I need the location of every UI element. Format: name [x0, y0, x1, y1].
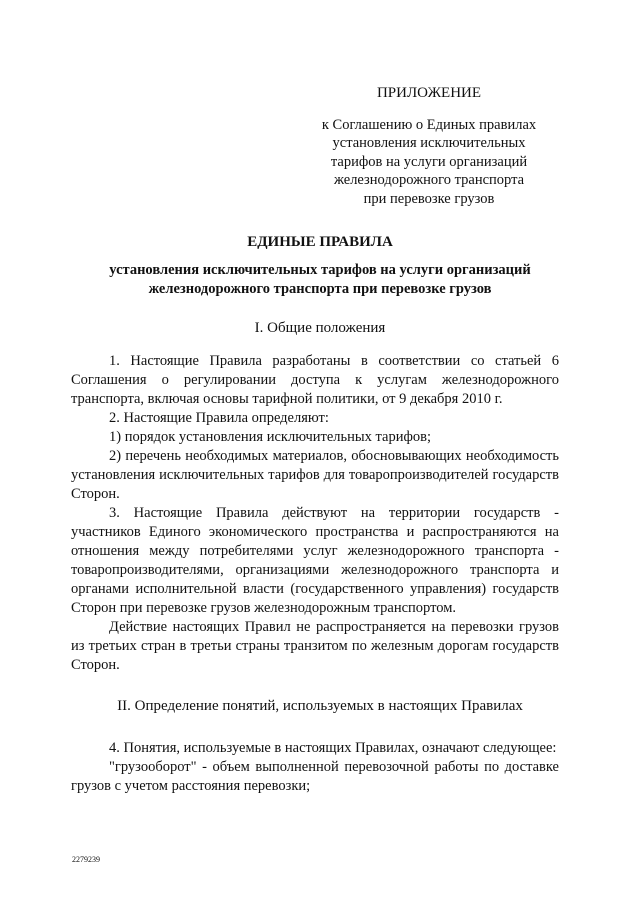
section-2-heading: II. Определение понятий, используемых в настоящих Правилах: [117, 698, 523, 714]
appendix-block: [312, 84, 546, 208]
appendix-line: тарифов на услуги организаций: [330, 153, 528, 170]
document-subtitle: установления исключительных тарифов на услуги организаций железнодорожного транспорта при перевозке грузов: [109, 262, 531, 297]
paragraph: 2. Настоящие Правила определяют:: [109, 410, 329, 426]
appendix-line: железнодорожного транспорта: [333, 172, 525, 188]
paragraph: 1. Настоящие Правила разработаны в соответствии со статьей 6 Соглашения о регулировании доступа к услугам железнодорожного транспорта, включая основы тарифной политики, от 9 декабря 2010 г.: [71, 353, 559, 407]
section-1-heading: I. Общие положения: [254, 320, 386, 336]
paragraph: 3. Настоящие Правила действуют на территории государств - участников Единого экономического пространства и распространяются на отношения между потребителями услуг железнодорожного транспорта - товаропроизводителями, организациями железнодорожного транспорта и органами исполнительной власти (государственного управления) государств Сторон при перевозке грузов железнодорожным транспортом.: [71, 505, 559, 616]
appendix-line: установления исключительных: [332, 135, 526, 151]
appendix-line: к Соглашению о Единых правилах: [321, 116, 537, 133]
document-code: 2279239: [72, 855, 100, 864]
paragraph: Действие настоящих Правил не распространяется на перевозки грузов из третьих стран в третьи страны транзитом по железным дорогам государств Сторон.: [71, 619, 559, 673]
appendix-line: при перевозке грузов: [363, 190, 495, 207]
appendix-heading: ПРИЛОЖЕНИЕ: [376, 85, 482, 101]
paragraph: 2) перечень необходимых материалов, обосновывающих необходимость установления исключительных тарифов для товаропроизводителей государств Сторон.: [71, 448, 559, 502]
document-title: ЕДИНЫЕ ПРАВИЛА: [247, 234, 393, 250]
paragraph: 1) порядок установления исключительных тарифов;: [109, 429, 432, 445]
section-1-body: [71, 352, 559, 675]
paragraph: "грузооборот" - объем выполненной перевозочной работы по доставке грузов с учетом расстояния перевозки;: [71, 759, 559, 794]
section-2-body: [71, 739, 559, 796]
paragraph: 4. Понятия, используемые в настоящих Правилах, означают следующее:: [109, 740, 557, 756]
